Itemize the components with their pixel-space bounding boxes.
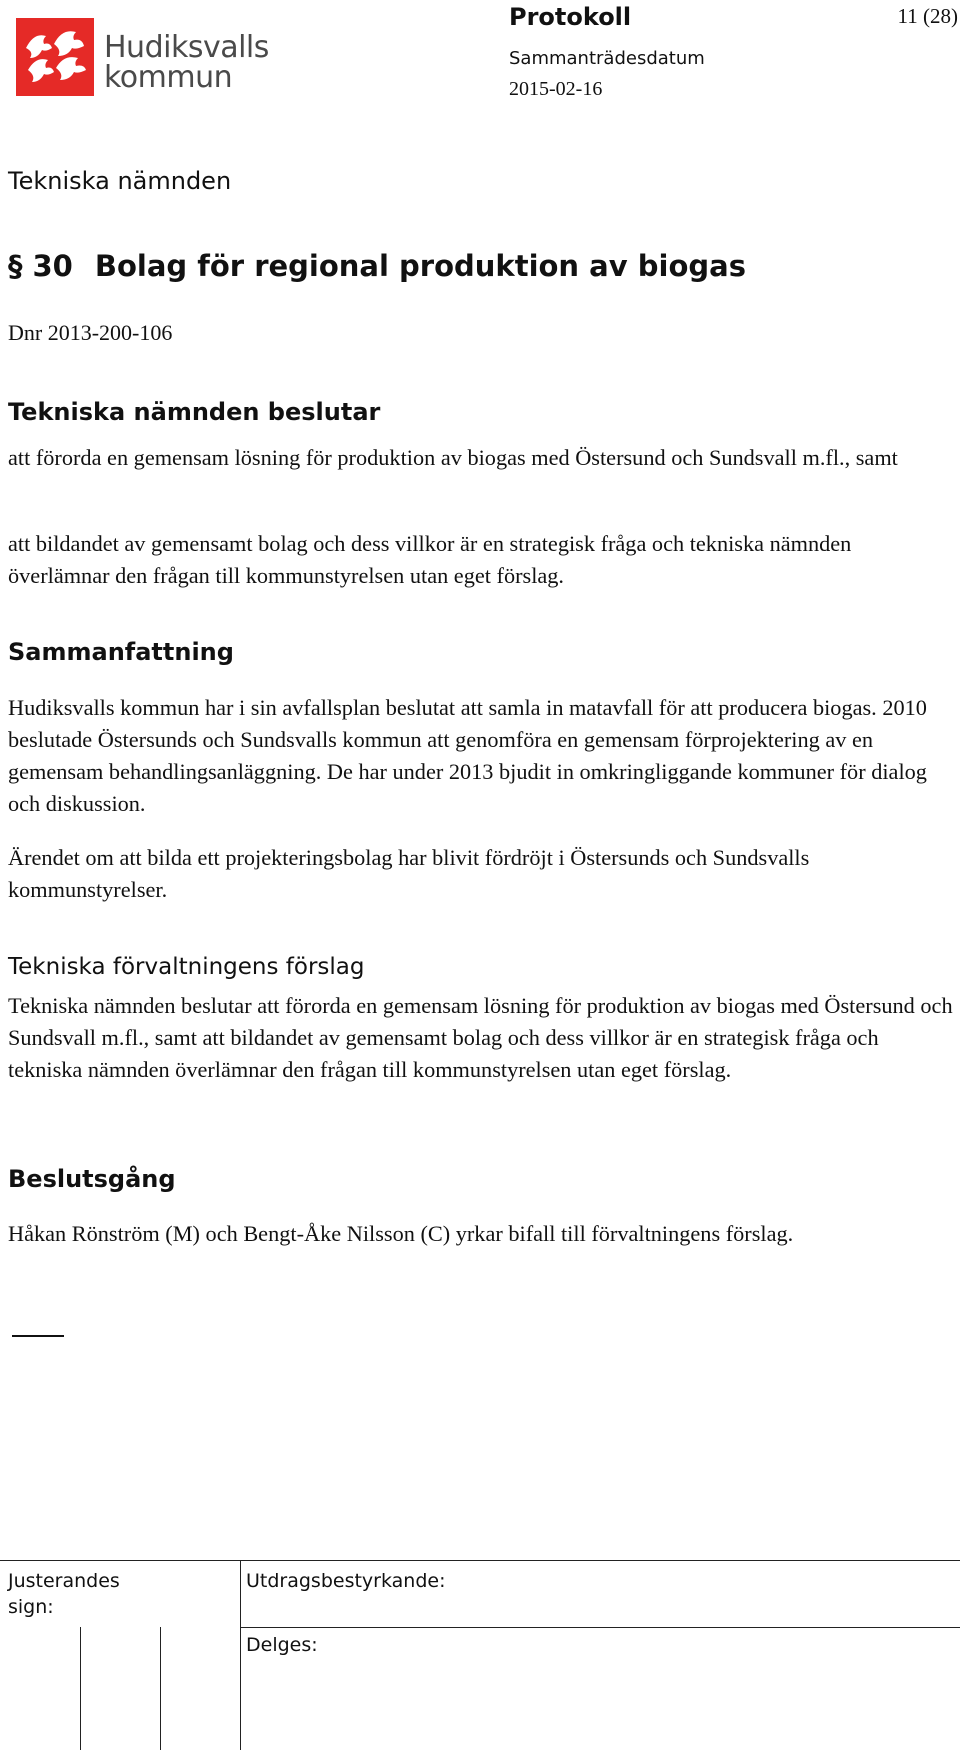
footer-sign-divider-2 bbox=[160, 1627, 161, 1750]
footer-sign-divider-1 bbox=[80, 1627, 81, 1750]
diary-number: Dnr 2013-200-106 bbox=[8, 320, 173, 345]
decision-point-1: att förorda en gemensam lösning för produktion av biogas med Östersund och Sundsvall m.fl., samt bbox=[8, 445, 898, 470]
section-heading: Bolag för regional produktion av biogas bbox=[94, 249, 746, 283]
proposal-heading: Tekniska förvaltningens förslag bbox=[8, 954, 365, 980]
logo-wordmark-line2: kommun bbox=[104, 60, 233, 95]
summary-heading: Sammanfattning bbox=[8, 638, 234, 666]
summary-paragraph-1: Hudiksvalls kommun har i sin avfallsplan beslutat att samla in matavfall för att producera biogas. 2010 beslutade Östersunds och Sundsvalls kommun att genomföra en gemensam förprojektering av en gemensam behandlingsanläggning. De har under 2013 bjudit in omkringliggande kommuner för dialog och diskussion. bbox=[8, 695, 927, 816]
footer-mid-rule bbox=[240, 1627, 960, 1628]
meeting-date-label: Sammanträdesdatum bbox=[509, 48, 705, 69]
adjusters-sign-label: Justerandes sign: bbox=[8, 1570, 120, 1618]
section-number: 30 bbox=[32, 249, 73, 283]
process-heading: Beslutsgång bbox=[8, 1165, 176, 1193]
footer-divider-main bbox=[240, 1560, 241, 1750]
separator-line bbox=[12, 1335, 64, 1337]
page-number: 11 (28) bbox=[897, 4, 958, 28]
document-type: Protokoll bbox=[509, 3, 632, 31]
meeting-date-value: 2015-02-16 bbox=[509, 78, 603, 100]
summary-paragraph-2: Ärendet om att bilda ett projekteringsbolag har blivit fördröjt i Östersunds och Sundsvalls kommunstyrelser. bbox=[8, 845, 810, 902]
extract-certification-label: Utdragsbestyrkande: bbox=[246, 1570, 446, 1592]
decision-point-2: att bildandet av gemensamt bolag och dess villkor är en strategisk fråga och tekniska nämnden överlämnar den frågan till kommunstyrelsen utan eget förslag. bbox=[8, 531, 852, 588]
section-title bbox=[8, 248, 746, 284]
sent-to-label: Delges: bbox=[246, 1634, 318, 1656]
process-text: Håkan Rönström (M) och Bengt-Åke Nilsson (C) yrkar bifall till förvaltningens förslag. bbox=[8, 1221, 794, 1246]
goat-crest-icon bbox=[16, 18, 94, 96]
municipality-logo bbox=[16, 18, 269, 98]
logo-wordmark-line1: Hudiksvalls bbox=[104, 30, 269, 65]
proposal-text: Tekniska nämnden beslutar att förorda en gemensam lösning för produktion av biogas med Östersund och Sundsvall m.fl., samt att bildandet av gemensamt bolag och dess villkor är en strategisk fråga och tekniska nämnden överlämnar den frågan till kommunstyrelsen utan eget förslag. bbox=[8, 993, 953, 1082]
section-symbol: § bbox=[8, 249, 23, 283]
committee-name: Tekniska nämnden bbox=[8, 167, 232, 195]
decision-heading: Tekniska nämnden beslutar bbox=[8, 398, 381, 426]
footer-top-rule bbox=[0, 1560, 960, 1561]
